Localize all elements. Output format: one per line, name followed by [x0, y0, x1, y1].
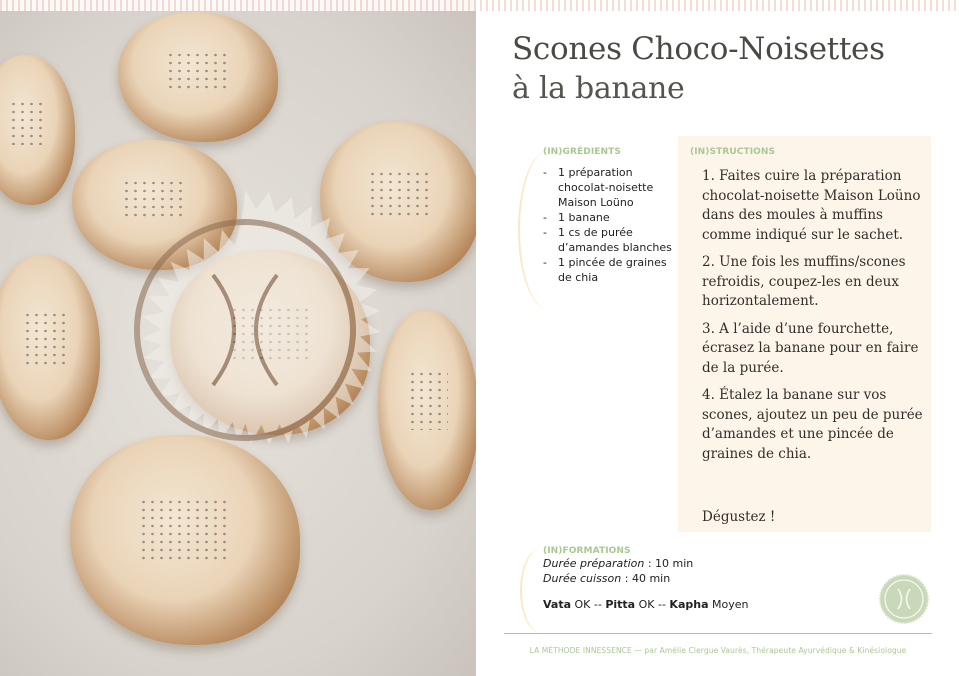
ingredients-list — [543, 165, 678, 285]
pitta-label: Pitta — [605, 598, 636, 611]
cook-time-label: Durée cuisson — [543, 572, 622, 585]
title-line-1: Scones Choco-Noisettes — [512, 31, 885, 67]
kapha-value: Moyen — [708, 598, 749, 611]
cook-time — [543, 571, 843, 586]
instruction-step: 4. Étalez la banane sur vos scones, ajoutez un peu de purée d’amandes et une pincée de graines de chia. — [702, 387, 923, 462]
title-line-2: à la banane — [512, 71, 685, 106]
footer-credit: LA MÉTHODE INNESSENCE — par Amélie Clergue Vaurès, Thérapeute Ayurvédique & Kinésiologue — [529, 646, 907, 655]
innessence-logo-icon — [879, 574, 929, 624]
ingredients-section — [543, 147, 678, 285]
innessence-badge-watermark — [95, 180, 395, 480]
instruction-step: 1. Faites cuire la préparation chocolat-noisette Maison Loüno dans des moules à muffins comme indiqué sur le sachet. — [702, 168, 921, 243]
scone-image — [0, 55, 75, 205]
informations-label: (IN)FORMATIONS — [543, 546, 631, 556]
vata-value: OK -- — [571, 598, 606, 611]
closing-text: Dégustez ! — [702, 509, 776, 525]
instruction-step: 3. A l’aide d’une fourchette, écrasez la banane pour en faire de la purée. — [702, 320, 919, 376]
footer-divider — [504, 633, 932, 634]
scone-image — [0, 255, 100, 440]
instruction-steps — [702, 167, 924, 525]
recipe-title — [512, 30, 885, 108]
ingredient-item: - 1 pincée de graines de chia — [543, 255, 678, 285]
recipe-panel — [476, 0, 959, 676]
recipe-photo — [0, 0, 476, 676]
ingredient-item: - 1 cs de purée d’amandes blanches — [543, 225, 678, 255]
instruction-step: 2. Une fois les muffins/scones refroidis, coupez-les en deux horizontalement. — [702, 254, 906, 309]
top-stripe-border — [0, 0, 959, 11]
prep-time — [543, 556, 843, 571]
prep-time-value: : 10 min — [644, 557, 694, 570]
pitta-value: OK -- — [635, 598, 670, 611]
dosha-compatibility — [543, 598, 843, 611]
scone-image — [118, 12, 278, 142]
informations-section — [543, 546, 843, 611]
instructions-section — [678, 136, 931, 532]
vata-label: Vata — [543, 598, 572, 611]
ingredients-label: (IN)GRÉDIENTS — [543, 147, 621, 157]
cook-time-value: : 40 min — [621, 572, 671, 585]
ingredient-item: - 1 préparation chocolat-noisette Maison Loüno — [543, 165, 678, 210]
instructions-label: (IN)STRUCTIONS — [690, 147, 776, 157]
kapha-label: Kapha — [669, 598, 709, 611]
prep-time-label: Durée préparation — [543, 557, 645, 570]
ingredient-item: - 1 banane — [543, 210, 678, 225]
